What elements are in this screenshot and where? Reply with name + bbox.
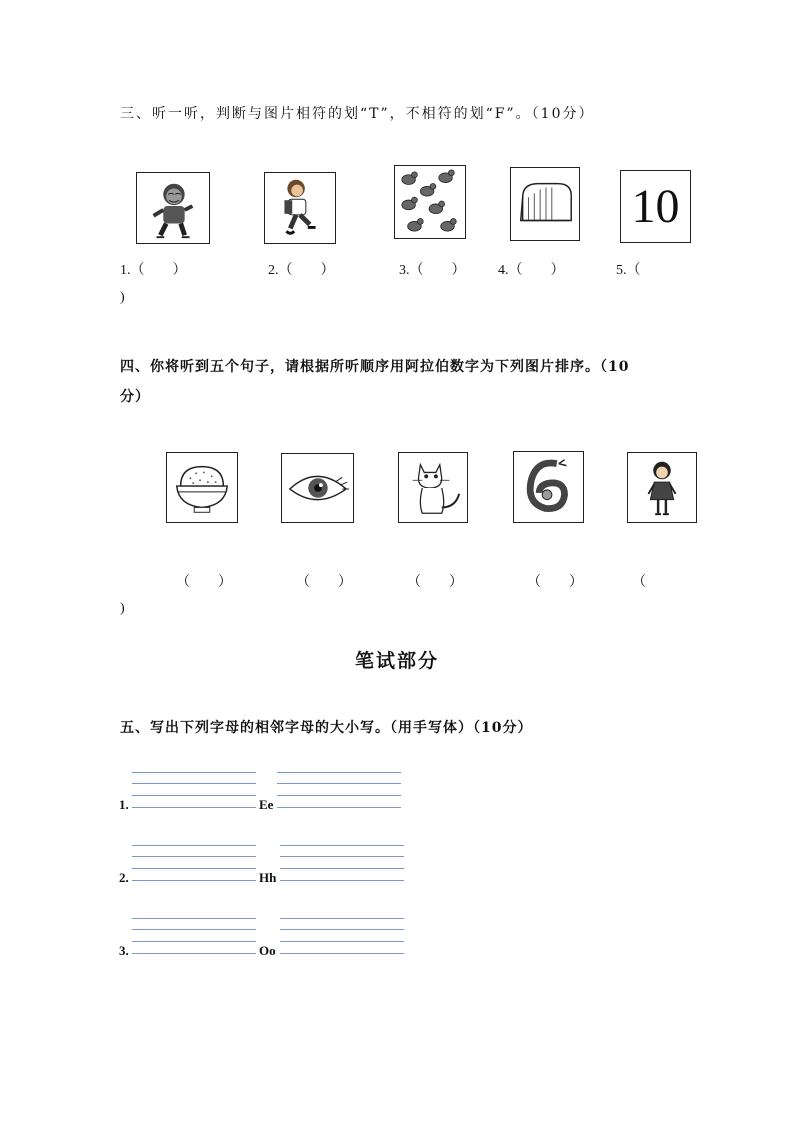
number-six-snail-icon bbox=[513, 451, 584, 523]
answer-blank-1[interactable]: 1.（ ） bbox=[120, 263, 187, 278]
order-blank-5[interactable]: （ bbox=[632, 575, 646, 590]
answer-blank-3[interactable]: 3.（ ） bbox=[399, 263, 466, 278]
bread-icon bbox=[510, 167, 580, 241]
eye-icon bbox=[281, 453, 354, 523]
order-blank-4[interactable]: （ ） bbox=[527, 575, 583, 590]
row-letter-3: Oo bbox=[259, 943, 276, 958]
order-blank-2[interactable]: （ ） bbox=[296, 575, 352, 590]
section3-heading: 三、听一听，判断与图片相符的划“T”，不相符的划“F”。（10分） bbox=[120, 106, 595, 122]
answer-blank-5[interactable]: 5.（ bbox=[616, 263, 641, 278]
section5-heading: 五、写出下列字母的相邻字母的大小写。（用手写体）（10分） bbox=[120, 720, 533, 736]
rice-bowl-icon bbox=[166, 452, 238, 523]
ducks-icon bbox=[394, 165, 466, 239]
number-ten-icon bbox=[620, 170, 691, 243]
row-number-3: 3. bbox=[119, 943, 129, 958]
number-ten-text: 10 bbox=[631, 180, 680, 233]
row-number-1: 1. bbox=[119, 797, 129, 812]
section4-heading bbox=[120, 352, 680, 412]
section4-heading-line2: 分） bbox=[120, 389, 150, 405]
boy-jumping-icon bbox=[136, 172, 210, 244]
answer-blank-2[interactable]: 2.（ ） bbox=[268, 263, 335, 278]
cat-icon bbox=[398, 452, 468, 523]
row-letter-2: Hh bbox=[259, 870, 277, 885]
girl-icon bbox=[627, 452, 697, 523]
section4-heading-line1: 四、你将听到五个句子，请根据所听顺序用阿拉伯数字为下列图片排序。（10 bbox=[120, 359, 630, 375]
order-blank-3[interactable]: （ ） bbox=[407, 575, 463, 590]
written-part-title: 笔试部分 bbox=[354, 650, 439, 672]
row-letter-1: Ee bbox=[259, 797, 274, 812]
boy-running-icon bbox=[264, 172, 336, 244]
answer-blank-4[interactable]: 4.（ ） bbox=[498, 263, 565, 278]
order-blank-5-close: ) bbox=[120, 601, 125, 616]
row-number-2: 2. bbox=[119, 870, 129, 885]
order-blank-1[interactable]: （ ） bbox=[176, 575, 232, 590]
answer-blank-5-close: ) bbox=[120, 290, 125, 305]
